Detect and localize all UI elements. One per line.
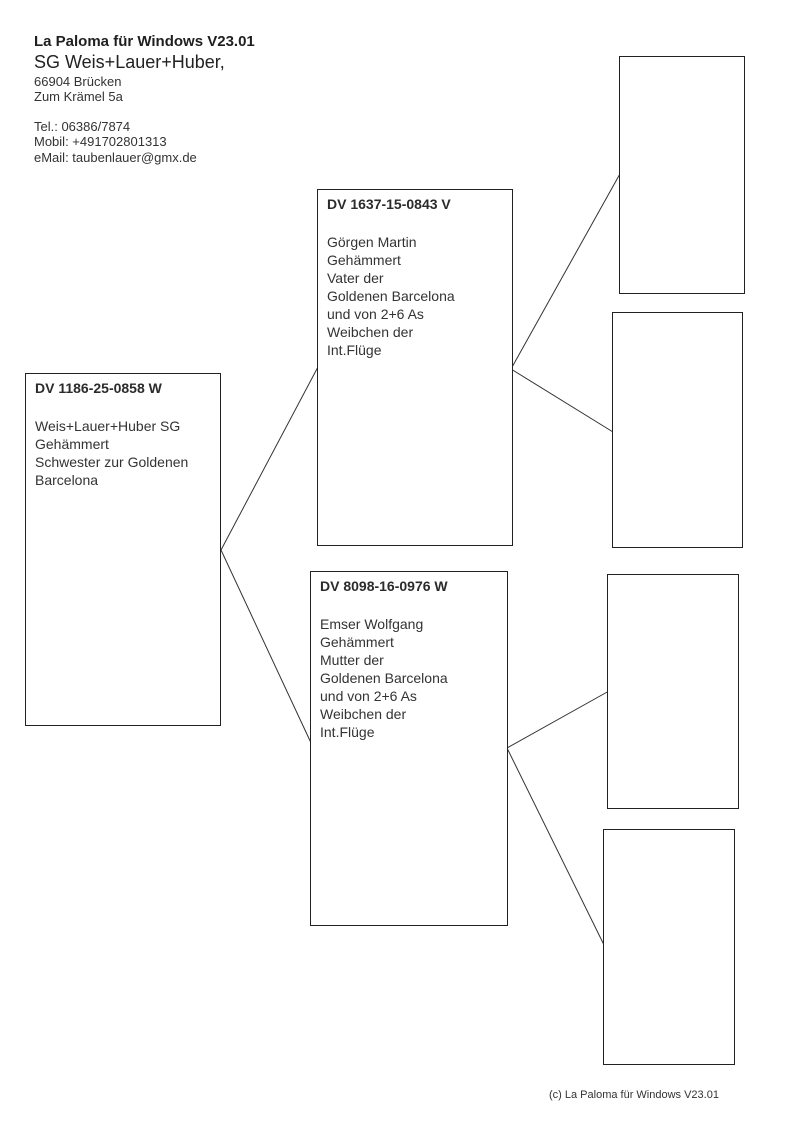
maternal-grandfather-card <box>607 574 739 809</box>
father-detail-line: und von 2+6 As <box>327 306 424 322</box>
connector-father-grandmother <box>511 369 613 432</box>
phone-number: Tel.: 06386/7874 <box>34 118 131 134</box>
connector-father-grandfather <box>511 172 621 369</box>
pigeon-detail-line: Barcelona <box>35 472 99 488</box>
email-address: eMail: taubenlauer@gmx.de <box>34 149 197 165</box>
pigeon-detail-line: Schwester zur Goldenen <box>35 454 189 470</box>
pigeon-card <box>25 373 221 726</box>
father-detail-line: Vater der <box>327 270 384 286</box>
owner-name: SG Weis+Lauer+Huber, <box>34 52 225 72</box>
pigeon-details <box>35 417 220 489</box>
father-detail-line: Görgen Martin <box>327 234 417 250</box>
father-card <box>317 189 513 546</box>
connector-pigeon-mother <box>221 550 312 745</box>
mother-detail-line: und von 2+6 As <box>320 688 417 704</box>
pigeon-ring-number: DV 1186-25-0858 W <box>35 380 162 396</box>
mother-card <box>310 571 508 926</box>
connector-pigeon-father <box>221 365 319 550</box>
father-details <box>327 233 512 359</box>
mother-detail-line: Int.Flüge <box>320 724 375 740</box>
mother-detail-line: Emser Wolfgang <box>320 616 424 632</box>
copyright-footer: (c) La Paloma für Windows V23.01 <box>549 1089 719 1101</box>
connector-mother-grandmother <box>507 748 605 947</box>
father-ring-number: DV 1637-15-0843 V <box>327 196 451 212</box>
paternal-grandmother-card <box>612 312 743 548</box>
mother-detail-line: Gehämmert <box>320 634 394 650</box>
mother-detail-line: Mutter der <box>320 652 384 668</box>
paternal-grandfather-card <box>619 56 745 294</box>
father-detail-line: Weibchen der <box>327 324 414 340</box>
maternal-grandmother-card <box>603 829 735 1065</box>
street-address: Zum Krämel 5a <box>34 89 123 105</box>
mother-detail-line: Goldenen Barcelona <box>320 670 448 686</box>
connector-mother-grandfather <box>507 691 609 748</box>
father-detail-line: Goldenen Barcelona <box>327 288 455 304</box>
mother-details <box>320 615 507 741</box>
father-detail-line: Int.Flüge <box>327 342 382 358</box>
pigeon-detail-line: Gehämmert <box>35 436 109 452</box>
mobile-number: Mobil: +491702801313 <box>34 134 167 150</box>
father-detail-line: Gehämmert <box>327 252 401 268</box>
mother-detail-line: Weibchen der <box>320 706 407 722</box>
postal-city: 66904 Brücken <box>34 73 122 89</box>
mother-ring-number: DV 8098-16-0976 W <box>320 578 448 594</box>
pigeon-detail-line: Weis+Lauer+Huber SG <box>35 418 181 434</box>
app-title: La Paloma für Windows V23.01 <box>34 33 255 50</box>
